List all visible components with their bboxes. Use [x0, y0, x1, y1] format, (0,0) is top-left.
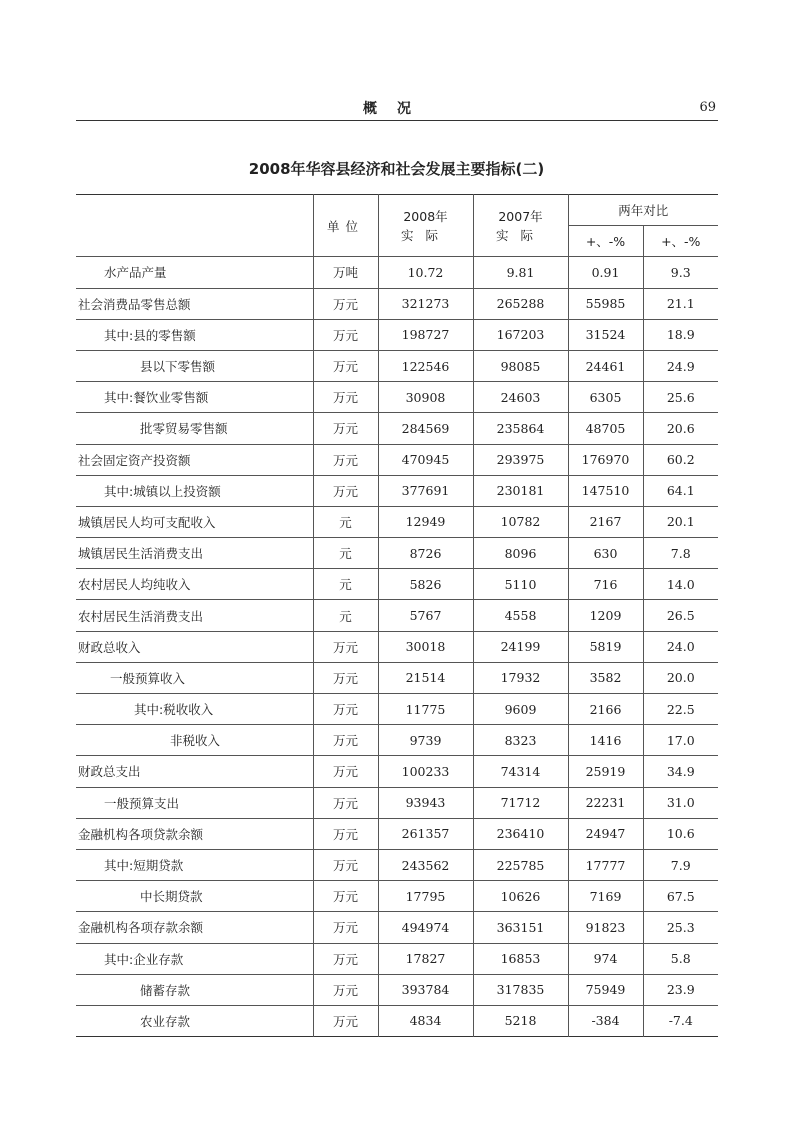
row-2008: 30908: [378, 382, 473, 413]
row-name: 财政总收入: [76, 631, 313, 662]
row-diff: 75949: [568, 974, 643, 1005]
row-pct: 25.6: [643, 382, 718, 413]
row-diff: 6305: [568, 382, 643, 413]
row-pct: 20.6: [643, 413, 718, 444]
row-2007: 167203: [473, 319, 568, 350]
header-compare: 两年对比: [568, 195, 718, 226]
row-2007: 24603: [473, 382, 568, 413]
row-name: 非税收入: [76, 725, 313, 756]
row-2008: 17795: [378, 881, 473, 912]
row-unit: 万元: [313, 382, 378, 413]
row-2008: 11775: [378, 694, 473, 725]
row-unit: 万元: [313, 475, 378, 506]
row-name: 其中:城镇以上投资额: [76, 475, 313, 506]
table-row: [76, 1005, 718, 1036]
table-row: [76, 818, 718, 849]
row-name: 批零贸易零售额: [76, 413, 313, 444]
row-diff: 2166: [568, 694, 643, 725]
row-pct: 31.0: [643, 787, 718, 818]
table-row: [76, 600, 718, 631]
row-2008: 10.72: [378, 257, 473, 288]
row-2008: 494974: [378, 912, 473, 943]
table-row: [76, 943, 718, 974]
row-2007: 5218: [473, 1005, 568, 1036]
row-diff: 147510: [568, 475, 643, 506]
row-diff: 31524: [568, 319, 643, 350]
row-pct: 9.3: [643, 257, 718, 288]
row-pct: 23.9: [643, 974, 718, 1005]
row-name: 财政总支出: [76, 756, 313, 787]
row-2008: 122546: [378, 350, 473, 381]
row-2007: 10626: [473, 881, 568, 912]
row-diff: 25919: [568, 756, 643, 787]
row-name: 中长期贷款: [76, 881, 313, 912]
row-diff: 55985: [568, 288, 643, 319]
table-row: [76, 444, 718, 475]
row-unit: 元: [313, 506, 378, 537]
row-unit: 万元: [313, 413, 378, 444]
row-2008: 198727: [378, 319, 473, 350]
row-2008: 4834: [378, 1005, 473, 1036]
row-diff: 176970: [568, 444, 643, 475]
header-pct: +、-%: [643, 226, 718, 257]
row-pct: 25.3: [643, 912, 718, 943]
row-2007: 4558: [473, 600, 568, 631]
row-unit: 万元: [313, 725, 378, 756]
row-name: 一般预算支出: [76, 787, 313, 818]
row-pct: 5.8: [643, 943, 718, 974]
row-pct: 20.1: [643, 506, 718, 537]
row-pct: 18.9: [643, 319, 718, 350]
row-2007: 8096: [473, 538, 568, 569]
row-2007: 235864: [473, 413, 568, 444]
row-2008: 9739: [378, 725, 473, 756]
row-diff: 91823: [568, 912, 643, 943]
row-diff: 1209: [568, 600, 643, 631]
row-pct: 34.9: [643, 756, 718, 787]
row-2008: 21514: [378, 662, 473, 693]
row-unit: 万元: [313, 943, 378, 974]
table-row: [76, 350, 718, 381]
row-diff: -384: [568, 1005, 643, 1036]
table-row: [76, 694, 718, 725]
row-diff: 5819: [568, 631, 643, 662]
row-2007: 230181: [473, 475, 568, 506]
table-row: [76, 288, 718, 319]
row-unit: 万元: [313, 350, 378, 381]
table-row: [76, 912, 718, 943]
row-pct: 20.0: [643, 662, 718, 693]
running-header: [76, 98, 718, 121]
header-diff: +、-%: [568, 226, 643, 257]
row-pct: 21.1: [643, 288, 718, 319]
table-row: [76, 725, 718, 756]
header-unit: [313, 195, 378, 257]
row-pct: 67.5: [643, 881, 718, 912]
row-2008: 284569: [378, 413, 473, 444]
table-row: [76, 538, 718, 569]
row-name: 其中:短期贷款: [76, 849, 313, 880]
row-diff: 17777: [568, 849, 643, 880]
row-diff: 630: [568, 538, 643, 569]
row-2008: 5826: [378, 569, 473, 600]
page-number: 69: [699, 100, 716, 115]
row-pct: 26.5: [643, 600, 718, 631]
row-unit: 万吨: [313, 257, 378, 288]
row-2008: 261357: [378, 818, 473, 849]
table-row: [76, 382, 718, 413]
row-unit: 元: [313, 538, 378, 569]
row-name: 农业存款: [76, 1005, 313, 1036]
row-2007: 74314: [473, 756, 568, 787]
row-name: 社会固定资产投资额: [76, 444, 313, 475]
row-unit: 元: [313, 569, 378, 600]
table-title: 2008年华容县经济和社会发展主要指标(二): [248, 160, 545, 178]
row-diff: 24947: [568, 818, 643, 849]
row-unit: 万元: [313, 974, 378, 1005]
row-unit: 万元: [313, 319, 378, 350]
header-2007-line2: 实际: [495, 227, 545, 243]
table-row: [76, 569, 718, 600]
header-2007: [473, 195, 568, 257]
row-name: 水产品产量: [76, 257, 313, 288]
row-2007: 9.81: [473, 257, 568, 288]
table-row: [76, 662, 718, 693]
row-diff: 7169: [568, 881, 643, 912]
row-2007: 71712: [473, 787, 568, 818]
row-pct: 7.8: [643, 538, 718, 569]
row-name: 农村居民生活消费支出: [76, 600, 313, 631]
row-name: 其中:县的零售额: [76, 319, 313, 350]
row-pct: 14.0: [643, 569, 718, 600]
table-row: [76, 756, 718, 787]
row-2008: 8726: [378, 538, 473, 569]
row-name: 社会消费品零售总额: [76, 288, 313, 319]
row-pct: 24.0: [643, 631, 718, 662]
row-unit: 万元: [313, 818, 378, 849]
table-row: [76, 631, 718, 662]
row-2008: 470945: [378, 444, 473, 475]
table-row: [76, 506, 718, 537]
row-name: 储蓄存款: [76, 974, 313, 1005]
row-name: 其中:税收收入: [76, 694, 313, 725]
table-row: [76, 787, 718, 818]
row-diff: 2167: [568, 506, 643, 537]
row-unit: 万元: [313, 444, 378, 475]
row-name: 农村居民人均纯收入: [76, 569, 313, 600]
row-name: 城镇居民生活消费支出: [76, 538, 313, 569]
row-2008: 393784: [378, 974, 473, 1005]
row-2008: 30018: [378, 631, 473, 662]
section-name: 概况: [363, 101, 431, 117]
row-2007: 8323: [473, 725, 568, 756]
table-row: [76, 413, 718, 444]
table-row: [76, 881, 718, 912]
row-unit: 万元: [313, 881, 378, 912]
row-pct: 60.2: [643, 444, 718, 475]
row-pct: -7.4: [643, 1005, 718, 1036]
row-diff: 24461: [568, 350, 643, 381]
row-2007: 236410: [473, 818, 568, 849]
row-2007: 24199: [473, 631, 568, 662]
row-2007: 10782: [473, 506, 568, 537]
row-name: 金融机构各项贷款余额: [76, 818, 313, 849]
row-pct: 10.6: [643, 818, 718, 849]
row-pct: 24.9: [643, 350, 718, 381]
header-2008-line1: 2008年: [403, 208, 448, 224]
row-unit: 万元: [313, 631, 378, 662]
row-unit: 万元: [313, 288, 378, 319]
row-unit: 万元: [313, 787, 378, 818]
row-pct: 22.5: [643, 694, 718, 725]
table-row: [76, 974, 718, 1005]
row-unit: 万元: [313, 756, 378, 787]
row-2007: 293975: [473, 444, 568, 475]
row-name: 一般预算收入: [76, 662, 313, 693]
table-row: [76, 849, 718, 880]
row-unit: 万元: [313, 849, 378, 880]
table-row: [76, 257, 718, 288]
row-name: 县以下零售额: [76, 350, 313, 381]
row-2008: 100233: [378, 756, 473, 787]
table-row: [76, 319, 718, 350]
row-2008: 321273: [378, 288, 473, 319]
row-2008: 377691: [378, 475, 473, 506]
header-2007-line1: 2007年: [498, 208, 543, 224]
row-diff: 48705: [568, 413, 643, 444]
row-2007: 98085: [473, 350, 568, 381]
row-2007: 16853: [473, 943, 568, 974]
header-2008-line2: 实际: [400, 227, 450, 243]
table-row: [76, 475, 718, 506]
row-2008: 12949: [378, 506, 473, 537]
row-2008: 93943: [378, 787, 473, 818]
row-diff: 1416: [568, 725, 643, 756]
row-2008: 5767: [378, 600, 473, 631]
row-name: 其中:企业存款: [76, 943, 313, 974]
row-unit: 万元: [313, 1005, 378, 1036]
row-unit: 万元: [313, 694, 378, 725]
row-name: 其中:餐饮业零售额: [76, 382, 313, 413]
row-diff: 3582: [568, 662, 643, 693]
row-2007: 5110: [473, 569, 568, 600]
header-indicator: [76, 195, 313, 257]
row-2008: 17827: [378, 943, 473, 974]
header-2008: [378, 195, 473, 257]
row-pct: 7.9: [643, 849, 718, 880]
row-2007: 363151: [473, 912, 568, 943]
row-2007: 225785: [473, 849, 568, 880]
header-unit-label: 单位: [326, 218, 364, 234]
indicators-table: [76, 194, 718, 1037]
row-diff: 974: [568, 943, 643, 974]
row-name: 金融机构各项存款余额: [76, 912, 313, 943]
row-diff: 0.91: [568, 257, 643, 288]
row-unit: 万元: [313, 662, 378, 693]
row-pct: 64.1: [643, 475, 718, 506]
row-diff: 22231: [568, 787, 643, 818]
row-name: 城镇居民人均可支配收入: [76, 506, 313, 537]
row-pct: 17.0: [643, 725, 718, 756]
row-diff: 716: [568, 569, 643, 600]
row-2007: 265288: [473, 288, 568, 319]
row-2007: 9609: [473, 694, 568, 725]
row-unit: 万元: [313, 912, 378, 943]
row-2008: 243562: [378, 849, 473, 880]
row-unit: 元: [313, 600, 378, 631]
row-2007: 17932: [473, 662, 568, 693]
row-2007: 317835: [473, 974, 568, 1005]
